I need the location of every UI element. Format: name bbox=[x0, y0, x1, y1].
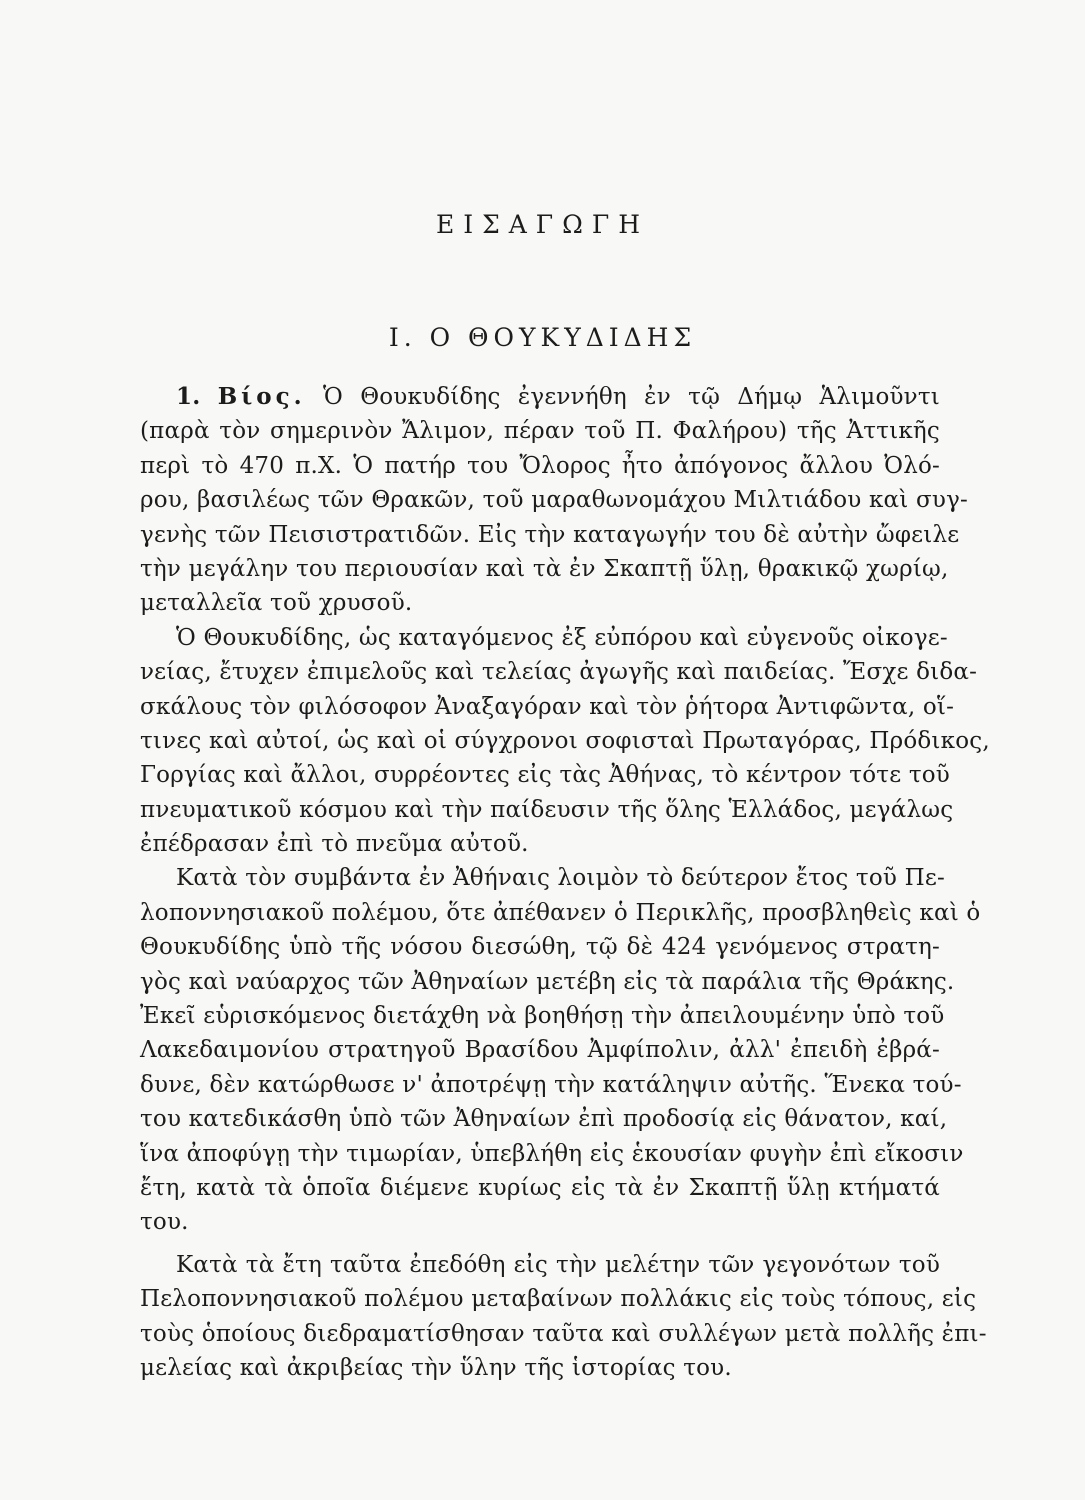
text-line-content: Ὁ Θουκυδίδης ἐγεννήθη ἐν τῷ Δήμῳ Ἁλιμοῦντι bbox=[322, 384, 941, 410]
text-line: Κατὰ τὰ ἔτη ταῦτα ἐπεδόθη εἰς τὴν μελέτην τῶν γεγονότων τοῦ bbox=[176, 1251, 940, 1278]
text-line: μεταλλεῖα τοῦ χρυσοῦ. bbox=[140, 590, 413, 617]
text-line: ἔτη, κατὰ τὰ ὁποῖα διέμενε κυρίως εἰς τὰ ἐν Σκαπτῇ ὕλῃ κτήματά bbox=[140, 1174, 940, 1201]
text-line: ρου, βασιλέως τῶν Θρακῶν, τοῦ μαραθωνομάχου Μιλτιάδου καὶ συγ- bbox=[140, 487, 969, 514]
text-line: τὴν μεγάλην του περιουσίαν καὶ τὰ ἐν Σκαπτῇ ὕλῃ, θρακικῷ χωρίῳ, bbox=[140, 555, 949, 582]
text-line: περὶ τὸ 470 π.Χ. Ὁ πατήρ του Ὄλορος ἦτο ἀπόγονος ἄλλου Ὀλό- bbox=[140, 452, 940, 479]
text-line: μελείας καὶ ἀκριβείας τὴν ὕλην τῆς ἱστορίας του. bbox=[140, 1354, 732, 1381]
chapter-title: ΕΙΣΑΓΩΓΗ bbox=[435, 210, 650, 239]
section-title: Ι. Ο ΘΟΥΚΥΔΙΔΗΣ bbox=[388, 323, 697, 352]
text-line: λοποννησιακοῦ πολέμου, ὅτε ἀπέθανεν ὁ Περικλῆς, προσβληθεὶς καὶ ὁ bbox=[140, 899, 981, 926]
text-line: γενὴς τῶν Πεισιστρατιδῶν. Εἰς τὴν καταγωγήν του δὲ αὐτὴν ὤφειλε bbox=[140, 521, 960, 548]
text-line: Λακεδαιμονίου στρατηγοῦ Βρασίδου Ἀμφίπολιν, ἀλλ' ἐπειδὴ ἐβρά- bbox=[140, 1037, 940, 1064]
text-line: (παρὰ τὸν σημερινὸν Ἄλιμον, πέραν τοῦ Π. Φαλήρου) τῆς Ἀττικῆς bbox=[140, 418, 940, 445]
text-line: του κατεδικάσθη ὑπὸ τῶν Ἀθηναίων ἐπὶ προδοσίᾳ εἰς θάνατον, καί, bbox=[140, 1106, 948, 1133]
text-line: του. bbox=[140, 1209, 189, 1236]
text-line: δυνε, δὲν κατώρθωσε ν' ἀποτρέψῃ τὴν κατάληψιν αὐτῆς. Ἕνεκα τού- bbox=[140, 1071, 962, 1098]
text-line: σκάλους τὸν φιλόσοφον Ἀναξαγόραν καὶ τὸν ῥήτορα Ἀντιφῶντα, οἵ- bbox=[140, 693, 955, 720]
text-line: Κατὰ τὸν συμβάντα ἐν Ἀθήναις λοιμὸν τὸ δεύτερον ἔτος τοῦ Πε- bbox=[176, 865, 945, 892]
text-line: τοὺς ὁποίους διεδραματίσθησαν ταῦτα καὶ συλλέγων μετὰ πολλῆς ἐπι- bbox=[140, 1320, 987, 1347]
text-line: ἐπέδρασαν ἐπὶ τὸ πνεῦμα αὐτοῦ. bbox=[140, 831, 529, 858]
text-line: ἵνα ἀποφύγῃ τὴν τιμωρίαν, ὑπεβλήθη εἰς ἑκουσίαν φυγὴν ἐπὶ εἴκοσιν bbox=[140, 1140, 964, 1167]
text-line: Γοργίας καὶ ἄλλοι, συρρέοντες εἰς τὰς Ἀθήνας, τὸ κέντρον τότε τοῦ bbox=[140, 762, 950, 789]
text-line: πνευματικοῦ κόσμου καὶ τὴν παίδευσιν τῆς ὅλης Ἑλλάδος, μεγάλως bbox=[140, 796, 954, 823]
text-line: Ἐκεῖ εὑρισκόμενος διετάχθη νὰ βοηθήσῃ τὴν ἀπειλουμένην ὑπὸ τοῦ bbox=[140, 1003, 945, 1030]
text-line: νείας, ἔτυχεν ἐπιμελοῦς καὶ τελείας ἀγωγῆς καὶ παιδείας. Ἔσχε διδα- bbox=[140, 659, 978, 686]
text-line bbox=[140, 380, 940, 414]
text-line: Θουκυδίδης ὑπὸ τῆς νόσου διεσώθη, τῷ δὲ 424 γενόμενος στρατη- bbox=[140, 934, 940, 961]
text-line: Πελοποννησιακοῦ πολέμου μεταβαίνων πολλάκις εἰς τοὺς τόπους, εἰς bbox=[140, 1286, 977, 1313]
text-line: Ὁ Θουκυδίδης, ὡς καταγόμενος ἐξ εὐπόρου καὶ εὐγενοῦς οἰκογε- bbox=[176, 624, 948, 651]
paragraph-heading: Βίος. bbox=[217, 383, 306, 410]
paragraph-number: 1. bbox=[176, 383, 201, 410]
body-text bbox=[140, 380, 990, 1385]
text-line: γὸς καὶ ναύαρχος τῶν Ἀθηναίων μετέβη εἰς τὰ παράλια τῆς Θράκης. bbox=[140, 968, 955, 995]
text-line: τινες καὶ αὐτοί, ὡς καὶ οἱ σύγχρονοι σοφισταὶ Πρωταγόρας, Πρόδικος, bbox=[140, 727, 990, 754]
